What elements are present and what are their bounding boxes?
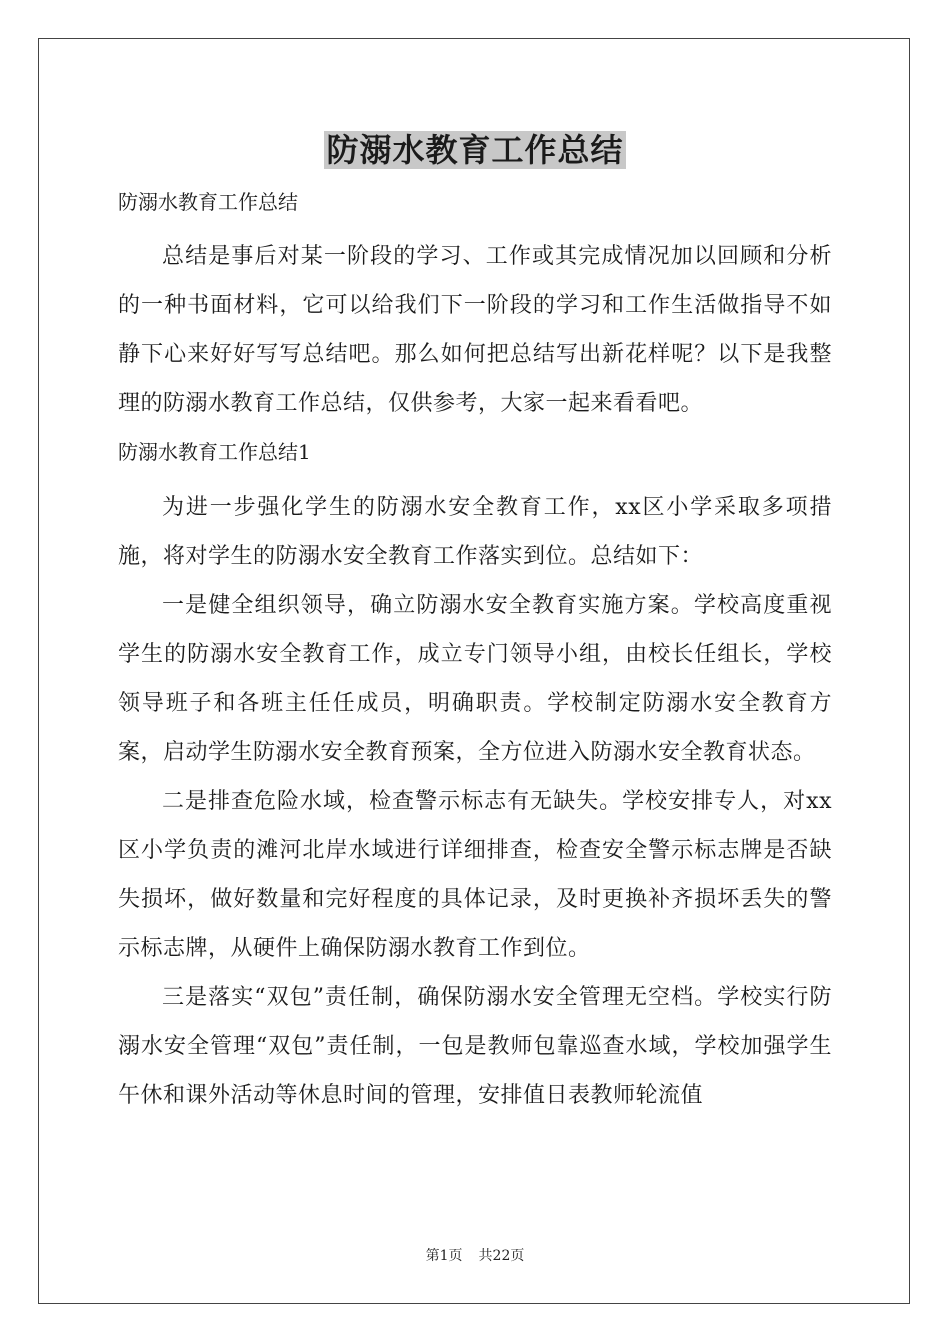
body-paragraph: 二是排查危险水域，检查警示标志有无缺失。学校安排专人，对xx区小学负责的滩河北岸水域进行详细排查，检查安全警示标志牌是否缺失损坏，做好数量和完好程度的具体记录，及时更换补齐损坏丢失的警示标志牌，从硬件上确保防溺水教育工作到位。: [118, 789, 832, 961]
page-total: 共22页: [478, 1248, 525, 1264]
document-body: [118, 178, 832, 1120]
page-footer: [0, 1246, 950, 1266]
body-paragraph: 三是落实“双包”责任制，确保防溺水安全管理无空档。学校实行防溺水安全管理“双包”责任制，一包是教师包靠巡查水域，学校加强学生午休和课外活动等休息时间的管理，安排值日表教师轮流值: [118, 985, 832, 1108]
document-subtitle: 防溺水教育工作总结: [118, 190, 298, 214]
document-title-text: 防溺水教育工作总结: [326, 131, 624, 169]
section-heading: 防溺水教育工作总结1: [118, 440, 311, 464]
intro-paragraph: 总结是事后对某一阶段的学习、工作或其完成情况加以回顾和分析的一种书面材料，它可以给我们下一阶段的学习和工作生活做指导不如静下心来好好写写总结吧。那么如何把总结写出新花样呢？以下是我整理的防溺水教育工作总结，仅供参考，大家一起来看看吧。: [118, 244, 832, 416]
body-paragraph: 为进一步强化学生的防溺水安全教育工作，xx区小学采取多项措施，将对学生的防溺水安全教育工作落实到位。总结如下：: [118, 495, 832, 569]
body-paragraph: 一是健全组织领导，确立防溺水安全教育实施方案。学校高度重视学生的防溺水安全教育工作，成立专门领导小组，由校长任组长，学校领导班子和各班主任任成员，明确职责。学校制定防溺水安全教育方案，启动学生防溺水安全教育预案，全方位进入防溺水安全教育状态。: [118, 593, 832, 765]
document-title: [0, 126, 950, 174]
page-number: 第1页: [425, 1248, 463, 1264]
